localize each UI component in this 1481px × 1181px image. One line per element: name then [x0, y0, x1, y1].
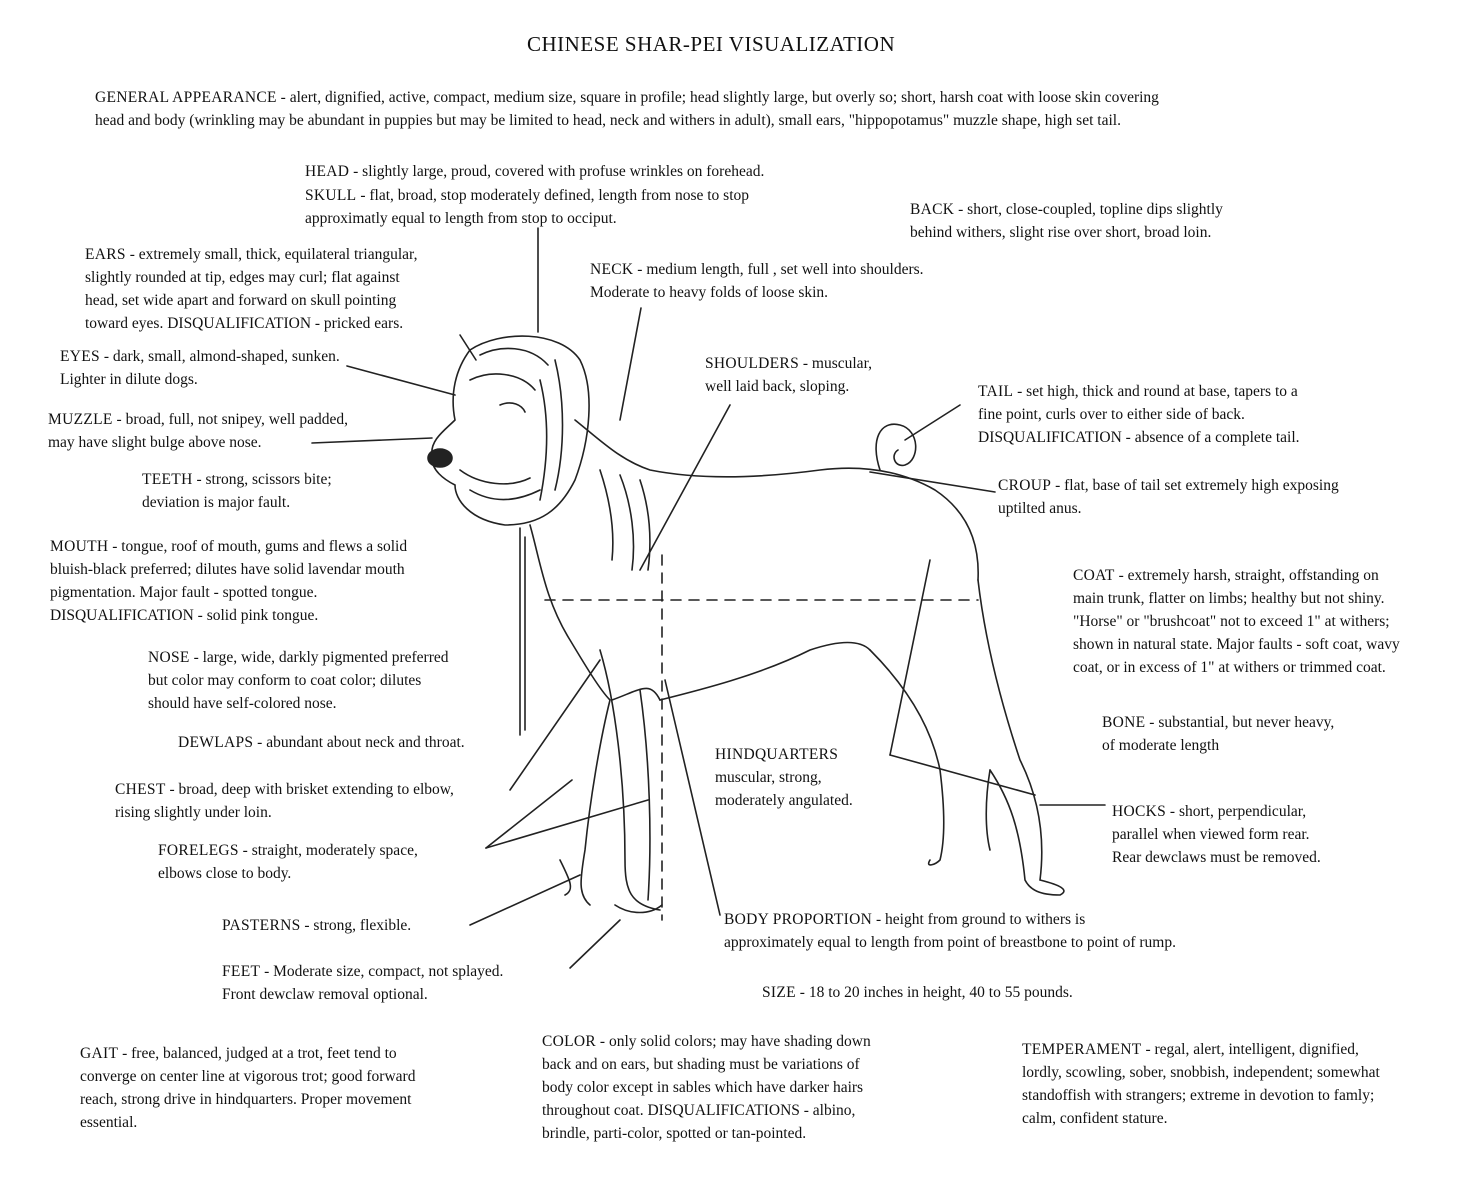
annotation-text: - slightly large, proud, covered with profuse wrinkles on forehead. — [349, 163, 765, 180]
annotation-heading: BODY PROPORTION — [724, 911, 873, 928]
annotation-line — [148, 646, 449, 669]
annotation-tail — [978, 380, 1300, 449]
annotation-text: - medium length, full , set well into shoulders. — [633, 261, 924, 278]
annotation-text: DISQUALIFICATION - absence of a complete tail. — [978, 429, 1300, 446]
annotation-line — [305, 184, 749, 207]
annotation-text: - regal, alert, intelligent, dignified, — [1141, 1041, 1359, 1058]
annotation-line — [148, 692, 449, 715]
annotation-temperament — [1022, 1038, 1380, 1130]
measurement-lines — [545, 555, 978, 920]
annotation-bone — [1102, 711, 1334, 757]
annotation-text: - Moderate size, compact, not splayed. — [260, 963, 504, 980]
annotation-line — [590, 281, 924, 304]
annotation-hindquarters — [715, 743, 853, 812]
dog-outline — [428, 336, 1064, 912]
annotation-line — [50, 604, 407, 627]
annotation-heading: EARS — [85, 246, 126, 263]
annotation-line — [724, 931, 1176, 954]
annotation-text: - substantial, but never heavy, — [1145, 714, 1335, 731]
annotation-neck — [590, 258, 924, 304]
annotation-heading: NECK — [590, 261, 634, 278]
annotation-heading: NOSE — [148, 649, 190, 666]
annotation-heading: BACK — [910, 201, 955, 218]
annotation-text: shown in natural state. Major faults - soft coat, wavy — [1073, 636, 1400, 653]
annotation-text: behind withers, slight rise over short, broad loin. — [910, 224, 1212, 241]
annotation-line — [542, 1076, 871, 1099]
annotation-text: deviation is major fault. — [142, 494, 291, 511]
annotation-line — [1112, 823, 1321, 846]
annotation-text: - strong, scissors bite; — [192, 471, 332, 488]
annotation-text: muscular, strong, — [715, 769, 822, 786]
annotation-text: pigmentation. Major fault - spotted tongue. — [50, 584, 318, 601]
annotation-eyes — [60, 345, 340, 391]
annotation-text: - short, close-coupled, topline dips slightly — [954, 201, 1223, 218]
annotation-text: calm, confident stature. — [1022, 1110, 1168, 1127]
annotation-croup — [998, 474, 1339, 520]
annotation-line — [95, 109, 1159, 132]
annotation-gait — [80, 1042, 415, 1134]
annotation-heading: COAT — [1073, 567, 1115, 584]
annotation-text: converge on center line at vigorous trot; good forward — [80, 1068, 416, 1085]
annotation-line — [715, 789, 853, 812]
annotation-line — [1022, 1038, 1380, 1061]
annotation-text: - dark, small, almond-shaped, sunken. — [99, 348, 340, 365]
diagram-title: CHINESE SHAR-PEI VISUALIZATION — [527, 32, 896, 56]
annotation-line — [1073, 633, 1400, 656]
annotation-forelegs — [158, 839, 418, 885]
annotation-chest — [115, 778, 454, 824]
annotation-line — [542, 1053, 871, 1076]
annotation-text: may have slight bulge above nose. — [48, 434, 262, 451]
annotation-text: parallel when viewed form rear. — [1112, 826, 1310, 843]
annotation-text: - only solid colors; may have shading down — [596, 1033, 871, 1050]
annotation-line — [1112, 846, 1321, 869]
annotation-pasterns — [222, 914, 411, 937]
annotation-text: - extremely small, thick, equilateral triangular, — [125, 246, 418, 263]
annotation-hocks — [1112, 800, 1321, 869]
annotation-line — [542, 1099, 871, 1122]
annotation-body-proportion — [724, 908, 1176, 954]
annotation-heading: HEAD — [305, 163, 350, 180]
annotation-muzzle — [48, 408, 348, 454]
annotation-line — [222, 983, 503, 1006]
annotation-line — [50, 535, 407, 558]
annotation-line — [1073, 564, 1400, 587]
leader-lines — [312, 228, 1105, 968]
annotation-text: DISQUALIFICATION - solid pink tongue. — [50, 607, 319, 624]
annotation-back — [910, 198, 1223, 244]
annotation-text: well laid back, sloping. — [705, 378, 850, 395]
annotation-text: - extremely harsh, straight, offstanding on — [1114, 567, 1379, 584]
annotation-line — [85, 266, 417, 289]
annotation-general — [95, 86, 1159, 132]
annotation-text: throughout coat. DISQUALIFICATIONS - albino, — [542, 1102, 856, 1119]
annotation-text: uptilted anus. — [998, 500, 1082, 517]
annotation-line — [148, 669, 449, 692]
annotation-line — [60, 345, 340, 368]
annotation-feet — [222, 960, 503, 1006]
annotation-text: Moderate to heavy folds of loose skin. — [590, 284, 829, 301]
annotation-line — [50, 558, 407, 581]
annotation-line — [1073, 610, 1400, 633]
annotation-line — [762, 981, 1073, 1004]
annotation-shoulders — [705, 352, 872, 398]
annotation-size — [762, 981, 1073, 1004]
annotation-heading: HOCKS — [1112, 803, 1167, 820]
annotation-heading: SHOULDERS — [705, 355, 799, 372]
annotation-text: - short, perpendicular, — [1166, 803, 1307, 820]
annotation-text: - flat, base of tail set extremely high exposing — [1051, 477, 1339, 494]
annotation-ears — [85, 243, 417, 335]
annotation-teeth — [142, 468, 332, 514]
annotation-line — [910, 221, 1223, 244]
annotation-heading: SKULL — [305, 187, 357, 204]
annotation-line — [48, 408, 348, 431]
annotation-line — [305, 207, 749, 230]
annotation-text: fine point, curls over to either side of back. — [978, 406, 1245, 423]
annotation-heading: TEMPERAMENT — [1022, 1041, 1142, 1058]
annotation-head — [305, 160, 764, 183]
annotation-line — [158, 839, 418, 862]
annotation-text: but color may conform to coat color; dilutes — [148, 672, 422, 689]
annotation-line — [715, 766, 853, 789]
annotation-heading: CROUP — [998, 477, 1052, 494]
annotation-line — [1073, 656, 1400, 679]
annotation-line — [998, 497, 1339, 520]
annotation-text: standoffish with strangers; extreme in devotion to famly; — [1022, 1087, 1375, 1104]
annotation-text: back and on ears, but shading must be variations of — [542, 1056, 860, 1073]
annotation-text: of moderate length — [1102, 737, 1220, 754]
annotation-line — [222, 914, 411, 937]
annotation-text: Lighter in dilute dogs. — [60, 371, 198, 388]
annotation-text: coat, or in excess of 1" at withers or trimmed coat. — [1073, 659, 1386, 676]
annotation-text: - strong, flexible. — [300, 917, 412, 934]
annotation-text: reach, strong drive in hindquarters. Proper movement — [80, 1091, 412, 1108]
annotation-skull — [305, 184, 749, 230]
annotation-nose — [148, 646, 449, 715]
annotation-text: main trunk, flatter on limbs; healthy but not shiny. — [1073, 590, 1385, 607]
annotation-line — [115, 801, 454, 824]
annotation-line — [95, 86, 1159, 109]
annotation-line — [715, 743, 853, 766]
annotation-line — [542, 1030, 871, 1053]
annotation-line — [724, 908, 1176, 931]
annotation-line — [1073, 587, 1400, 610]
annotation-line — [50, 581, 407, 604]
annotation-text: - flat, broad, stop moderately defined, length from nose to stop — [356, 187, 750, 204]
annotation-text: approximately equal to length from point of breastbone to point of rump. — [724, 934, 1176, 951]
annotation-text: toward eyes. DISQUALIFICATION - pricked ears. — [85, 315, 404, 332]
annotation-line — [978, 403, 1300, 426]
annotation-line — [1102, 734, 1334, 757]
annotation-text: - broad, full, not snipey, well padded, — [112, 411, 348, 428]
annotation-heading: FORELEGS — [158, 842, 239, 859]
annotation-heading: MOUTH — [50, 538, 109, 555]
annotation-text: Rear dewclaws must be removed. — [1112, 849, 1321, 866]
annotation-line — [178, 731, 465, 754]
annotation-line — [85, 243, 417, 266]
annotation-text: - alert, dignified, active, compact, medium size, square in profile; head slightly large, but overly so; short, harsh coat with loose skin covering — [276, 89, 1159, 106]
annotation-line — [1022, 1084, 1380, 1107]
annotation-text: essential. — [80, 1114, 138, 1131]
annotation-line — [80, 1088, 415, 1111]
annotation-heading: EYES — [60, 348, 100, 365]
annotation-line — [142, 491, 332, 514]
annotation-heading: DEWLAPS — [178, 734, 254, 751]
annotation-heading: HINDQUARTERS — [715, 746, 839, 763]
annotation-line — [85, 289, 417, 312]
annotation-text: slightly rounded at tip, edges may curl; flat against — [85, 269, 400, 286]
annotation-text: lordly, scowling, sober, snobbish, independent; somewhat — [1022, 1064, 1380, 1081]
annotation-text: - abundant about neck and throat. — [253, 734, 465, 751]
annotation-color — [542, 1030, 871, 1145]
annotation-text: approximatly equal to length from stop to occiput. — [305, 210, 617, 227]
annotation-heading: SIZE — [762, 984, 796, 1001]
annotation-text: moderately angulated. — [715, 792, 853, 809]
annotation-line — [80, 1111, 415, 1134]
annotation-text: body color except in sables which have darker hairs — [542, 1079, 864, 1096]
annotation-line — [80, 1065, 415, 1088]
annotation-heading: MUZZLE — [48, 411, 113, 428]
annotation-heading: GENERAL APPEARANCE — [95, 89, 277, 106]
annotation-line — [1112, 800, 1321, 823]
annotation-line — [142, 468, 332, 491]
annotation-text: head, set wide apart and forward on skull pointing — [85, 292, 397, 309]
annotation-text: head and body (wrinkling may be abundant in puppies but may be limited to head, neck and withers in adult), small ears, "hippopotamus" muzzle shape, high set tail. — [95, 112, 1121, 129]
annotation-line — [590, 258, 924, 281]
annotation-line — [222, 960, 503, 983]
annotation-line — [1102, 711, 1334, 734]
annotation-heading: TAIL — [978, 383, 1014, 400]
annotation-text: - 18 to 20 inches in height, 40 to 55 pounds. — [795, 984, 1073, 1001]
annotation-text: - free, balanced, judged at a trot, feet tend to — [118, 1045, 397, 1062]
annotation-line — [85, 312, 417, 335]
annotation-line — [705, 375, 872, 398]
annotation-line — [542, 1122, 871, 1145]
annotation-text: brindle, parti-color, spotted or tan-pointed. — [542, 1125, 807, 1142]
annotation-text: - set high, thick and round at base, tapers to a — [1013, 383, 1298, 400]
annotation-line — [80, 1042, 415, 1065]
annotation-text: rising slightly under loin. — [115, 804, 272, 821]
annotation-text: - tongue, roof of mouth, gums and flews a solid — [108, 538, 408, 555]
annotation-line — [978, 426, 1300, 449]
annotation-text: elbows close to body. — [158, 865, 292, 882]
annotation-text: - broad, deep with brisket extending to elbow, — [165, 781, 454, 798]
annotation-text: should have self-colored nose. — [148, 695, 337, 712]
annotation-line — [1022, 1107, 1380, 1130]
annotation-line — [705, 352, 872, 375]
annotation-text: - height from ground to withers is — [872, 911, 1086, 928]
annotation-heading: FEET — [222, 963, 261, 980]
annotation-heading: GAIT — [80, 1045, 119, 1062]
annotation-heading: COLOR — [542, 1033, 597, 1050]
annotation-text: "Horse" or "brushcoat" not to exceed 1" at withers; — [1073, 613, 1390, 630]
annotation-text: bluish-black preferred; dilutes have solid lavendar mouth — [50, 561, 405, 578]
annotation-line — [978, 380, 1300, 403]
annotation-text: - straight, moderately space, — [238, 842, 418, 859]
annotation-line — [305, 160, 764, 183]
annotation-coat — [1073, 564, 1400, 679]
annotation-line — [115, 778, 454, 801]
annotation-heading: PASTERNS — [222, 917, 301, 934]
annotation-text: - muscular, — [799, 355, 872, 372]
annotation-mouth — [50, 535, 407, 627]
annotation-heading: TEETH — [142, 471, 193, 488]
annotation-text: Front dewclaw removal optional. — [222, 986, 428, 1003]
annotation-text: - large, wide, darkly pigmented preferred — [189, 649, 449, 666]
annotation-line — [1022, 1061, 1380, 1084]
annotation-line — [158, 862, 418, 885]
annotation-heading: BONE — [1102, 714, 1146, 731]
annotation-line — [48, 431, 348, 454]
annotation-line — [60, 368, 340, 391]
annotation-line — [998, 474, 1339, 497]
annotation-heading: CHEST — [115, 781, 166, 798]
annotation-dewlaps — [178, 731, 465, 754]
annotation-line — [910, 198, 1223, 221]
